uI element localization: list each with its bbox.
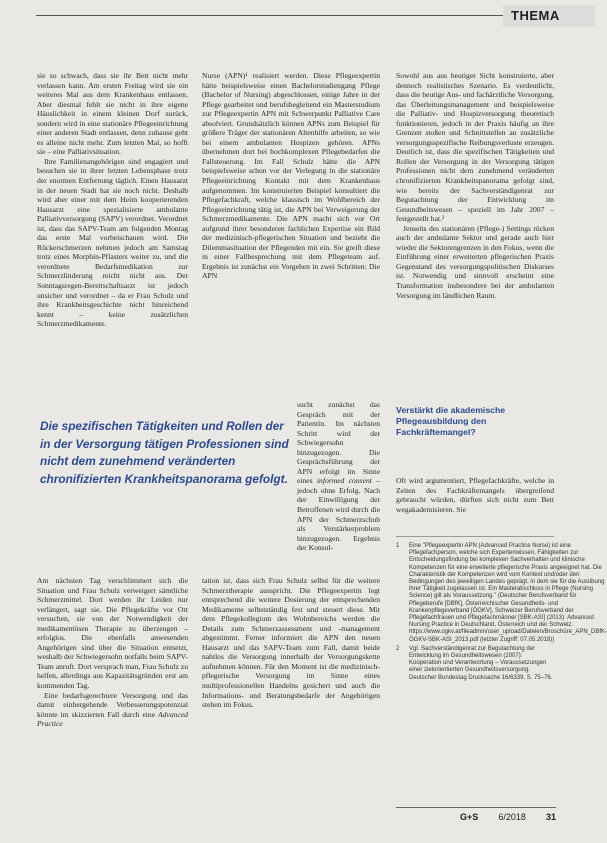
column-3-top [396,71,554,391]
footnotes [396,536,607,805]
subheading: Verstärkt die akademische Pflegeausbildung den Fachkräftemangel? [396,405,506,437]
paragraph: sucht zunächst das Gespräch mit der Patientin. Im nächsten Schritt wird der Schwiegersohn hinzugezogen. Die Gesprächsführung der APN erfolgt im Sinne eines informed consent – jedoch ohne Erfolg. Nach der Einwilligung der Betroffenen wird durch die APN der Schmerzschub als Verstärkerproblem hinzugezogen. Ergebnis der Konsul- [297,400,380,553]
column-2-middle [297,400,380,570]
emphasis: informed consent [316,476,372,486]
section-label: THEMA [503,5,595,27]
paragraph: sie so schwach, dass sie ihr Bett nicht mehr verlassen kann. Am ersten Freitag wird sie ein weiteres Mal aus dem Krankenhaus entlassen. Aber diesmal fehlt sie nicht in ihre eigene Häuslichkeit in einem kleinen Dorf zurück, sondern wird in eine stationäre Pflegeeinrichtung einer anderen Stadt entlassen, denn zuhause geht es alleine nicht mehr. Zum letzten Mal, so hofft sie – eine Palliativsituation. [37,71,188,157]
footnote [396,646,554,682]
footnote-text: Vgl. Sachverständigenrat zur Begutachtung der Entwicklung im Gesundheitswesen (2007): Kooperation und Verantwortung – Voraussetzungen einer zielorientierten Gesundheitsversorgung. Deutscher Bundestag Drucksache 16/6339, S. 75–76. [409,645,553,681]
footnote-number: 2 [396,645,400,652]
paragraph: Jenseits des stationären (Pflege-) Settings rücken auch der ambulante Sektor und gerade auch hier wieder die Sektorengrenzen in den Fokus, wenn die Einführung einer erweiterten pflegerischen Praxis Gegenstand des versorgungspolitischen Diskurses ist. Notwendig und sinnvoll erscheint eine Transformation insbesondere bei der ambulanten Versorgung im ländlichen Raum. [396,223,554,300]
emphasis: Advanced Practice [37,709,188,729]
column-2-bottom [202,576,380,794]
footnote-text: Eine "Pflegeexpertin APN (Advanced Practice Nurse) ist eine Pflegefachperson, welche sich Expertenwissen, Fähigkeiten zur Entscheidungsfindung bei komplexen Sachverhalten und klinische Kompetenzen für eine erweiterte pflegerische Praxis angeeignet hat. Die Charakteristik der Kompetenzen wird vom Kontext und/oder den Bedingungen des jeweiligen Landes geprägt, in dem sie für die Ausübung ihrer Tätigkeit zugelassen ist. Ein Masterabschluss in Pflege (Nursing Science) gilt als Voraussetzung." (Deutscher Berufsverband für Pflegeberufe [DBfK], Österreichischer Gesundheits- und Krankenpflegeverband [ÖGKV], Schweizer Berufsverband der Pflegefachfrauen und Pflegefachmänner [SBK-ASI] (2013): Advanced Nursing Practice in Deutschland, Österreich und der Schweiz. https://www.ogkv.at/fileadmin/user_upload/Dateien/Broschüre_APN_DBfK-ÖGKV-SBK-ASI_2013.pdf (letzter Zugriff: 07.05.2018)) [409,543,607,643]
column-2-top [202,71,380,398]
column-1-top [37,71,188,398]
paragraph: tation ist, dass sich Frau Schulz selbst für die weitere Schmerztherapie ausspricht. Die Pflegeexpertin legt entsprechend die weitere Dosierung der entsprechenden Medikamente selbstständig fest und steuert diese. Mit dem Pflegekollegium des Wohnbereichs werden die Details zum Schmerzassessment und -management abgestimmt. Ferner informiert die APN den neuen Hausarzt und das SAPV-Team zum Fall, damit beide nahtlos die Versorgung innerhalb der Versorgungskette aufnehmen können. Für den Moment ist die medizinisch-pflegerische Versorgung im Sinne eines multiprofessionellen Handelns gesichert und auch die Informations- und Beratungsbedarfe der Angehörigen stehen im Fokus. [202,576,380,710]
paragraph: Am nächsten Tag verschlimmert sich die Situation und Frau Schulz verweigert sämtliche Schmerzmittel. Dort werden ihr Leiden nur verlängert, sagt sie. Die Pflegekräfte vor Ort versuchen, sie von der Notwendigkeit der medikamentösen Therapie zu überzeugen – erfolglos. Die ebenfalls anwesenden Angehörigen sind über die Situation entsetzt, weshalb der Schwiegersohn notfalls beim SAPV-Team anruft. Dort versprach man, Frau Schulz zu helfen, allerdings aus Kapazitätsgründen erst am kommenden Tag. [37,576,188,691]
paragraph [37,691,188,729]
paragraph: Oft wird argumentiert, Pflegefachkräfte, welche in Zeiten des Fachkräftemangels übergreifend gebraucht würden, dürften sich nicht zum Bett wegakademisieren. Sie [396,476,554,514]
magazine-name: G+S [460,812,479,822]
page-number: 31 [545,812,556,822]
pull-quote-text: Die spezifischen Tätigkeiten und Rollen der in der Versorgung tätigen Professionen sind nicht dem zunehmend veränderten chronifizierten Krankheitspanorama gefolgt. [40,419,289,486]
footnote [396,543,607,644]
paragraph: Sowohl aus aus heutiger Sicht konstruierte, aber dennoch realistisches Szenario. Es verdeutlicht, dass die heutige Aus- und fachärztliche Versorgung, das Überleitungsmanagement und beispielsweise die Palliativ- und Hospizversorgung theoretisch funktionieren, jedoch in der Praxis häufig an ihre Grenzen stoßen und Schnittstellen an zusätzliche versorgungsspezifische Reibungsverluste erzeugen. Deutlich ist, dass die spezifischen Tätigkeiten und Rollen der Versorgung in der Versorgung tätigen Professionen nicht dem zunehmend veränderten chronifizierten Krankheitspanorama gefolgt sind, wie bereits der Sachverständigenrat zur Begutachtung der Entwicklung im Gesundheitswesen – speziell im Jahr 2007 – festgestellt hat.² [396,71,554,224]
page-footer [460,810,556,824]
column-3-bottom [396,476,554,526]
header-rule [36,15,556,16]
paragraph-text: Eine bedarfsgerechtere Versorgung und das damit einhergehende Verbesserungspotenzial könnte im skizzierten Fall durch eine [37,690,188,719]
paragraph: Ihre Familienangehörigen sind engagiert und besuchen sie in ihrer letzten Lebensphase trotz der enormen Entfernung täglich. Einen Hausarzt in der neuen Stadt hat sie noch nicht. Deshalb wird aber einer mit dem Heim kooperierenden Hausarzt eine spezialisierte ambulante Palliativversorgung (SAPV) verordnet. Verordnet ist, dass das SAPV-Team am folgenden Montag das erste Mal vorbeischauen wird. Die Rückerschmerzen nehmen jedoch am Samstag trotz eines Morphin-Pflasters weiter zu, und die verordnete Bedarfsmedikation zur Schmerzlinderung reicht nicht aus. Der Sonntagsregen-Bereitschaftsarzt ist jedoch unsicher und verordnet – da er Frau Schulz und ihre Krankheitsgeschichte nicht hinreichend kennt – keine zusätzlichen Schmerzmedikamente. [37,156,188,329]
pull-quote [40,418,292,558]
footer-rule [396,807,556,808]
issue-number: 6/2018 [498,812,526,822]
column-1-bottom [37,576,188,794]
footnote-number: 1 [396,543,400,549]
paragraph: Nurse (APN)¹ realisiert werden. Diese Pflegeexpertin hätte beispielsweise einen Bachelorstudiengang Pflege (Bachelor of Nursing) abgeschlossen, einige Jahre in der Pflege gearbeitet und berufsbegleitend ein Masterstudium zur Pflegeexpertin APN mit Schwerpunkt Palliative Care absolviert. Grundsätzlich können APNs zum Beispiel für größere Träger der stationären Altenhilfe arbeiten, so wie bei einem ambulanten Hospizen gehören. APNs übernehmen dort bei hochkomplexen Pflegebedarfen die Fallsteuerung. Im Fall Schulz hätte die APN beispielsweise schon vor der Verlegung in die stationäre Pflegeeinrichtung Kontakt mit dem Krankenhaus aufgenommen. Im konstruierten Beispiel konsultiert die Pflegefachkraft, welche klassisch im Wohlbereich der Pflegeeinrichtung tätig ist, die APN bei Verweigerung der Schmerzmedikamente. Die APN macht sich vor Ort aufgrund ihrer besonderen fachlichen Expertise ein Bild der medizinisch-pflegerischen Situation und bezieht die Dilemmasituation der Pflegenden mit ein. Sie greift diese in einer Fallbesprechung mit dem Pflegeteam auf. Ergebnis ist zunächst ein Vorgehen in zwei Schritten: Die APN [202,71,380,281]
